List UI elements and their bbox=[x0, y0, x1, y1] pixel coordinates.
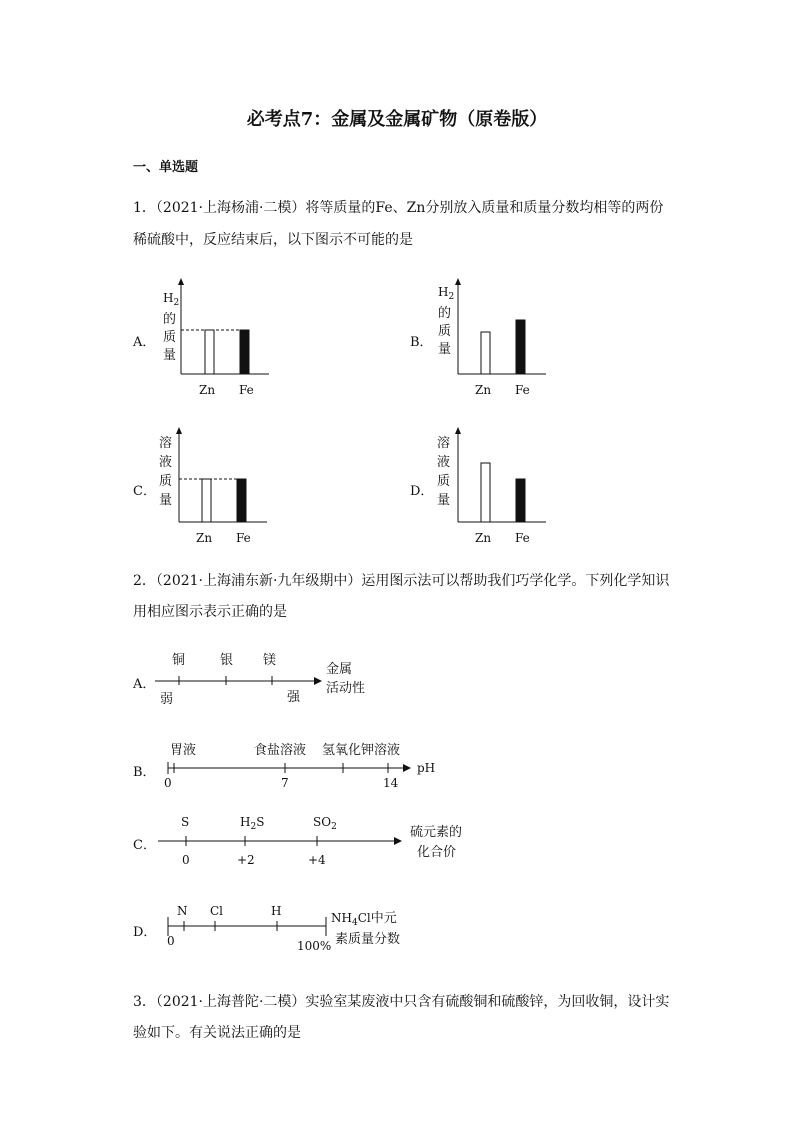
bar-label-zn: Zn bbox=[475, 531, 492, 545]
label-h: H bbox=[271, 904, 282, 918]
tick-label-100: 100% bbox=[297, 939, 332, 953]
q2-text-line2: 用相应图示表示正确的是 bbox=[133, 604, 287, 620]
q3-text-line2: 验如下。有关说法正确的是 bbox=[133, 1025, 301, 1041]
ylabel-char: 量 bbox=[438, 342, 452, 357]
axis-arrow bbox=[394, 837, 402, 845]
label-silver: 银 bbox=[220, 653, 234, 668]
bar-zn bbox=[481, 332, 490, 374]
page-title: 必考点7：金属及金属矿物（原卷版） bbox=[246, 109, 548, 130]
y-axis-arrow bbox=[455, 427, 461, 434]
q2-option-c-label: C． bbox=[133, 838, 156, 853]
label-copper: 铜 bbox=[172, 653, 186, 668]
label-koh-solution: 氢氧化钾溶液 bbox=[322, 743, 401, 758]
ylabel-char: 量 bbox=[159, 493, 173, 508]
bar-label-zn: Zn bbox=[475, 383, 492, 397]
end-label-ph: pH bbox=[417, 761, 436, 775]
axis-arrow bbox=[403, 764, 411, 772]
bar-zn bbox=[205, 330, 214, 374]
label-salt-solution: 食盐溶液 bbox=[254, 743, 307, 758]
y-axis-arrow bbox=[455, 278, 461, 285]
label-magnesium: 镁 bbox=[263, 653, 277, 668]
q1-option-c-chart bbox=[155, 427, 285, 557]
ylabel-h2: $H_2$ bbox=[163, 291, 180, 308]
bar-zn bbox=[202, 479, 211, 522]
q1-option-b-label: B． bbox=[410, 335, 433, 350]
bar-fe bbox=[516, 479, 525, 522]
q1-option-a-chart bbox=[155, 278, 285, 408]
y-axis-arrow bbox=[178, 278, 184, 285]
q2-option-d-label: D． bbox=[133, 925, 157, 940]
bar-fe bbox=[240, 330, 249, 374]
q1-option-a-label: A． bbox=[133, 335, 156, 350]
ylabel-char: 质 bbox=[438, 324, 452, 339]
label-cl: Cl bbox=[210, 904, 224, 918]
ylabel-char: 质 bbox=[159, 474, 173, 489]
q1-option-c-label: C． bbox=[133, 484, 156, 499]
tick-label: 14 bbox=[383, 776, 399, 790]
ylabel-char: 的 bbox=[163, 312, 177, 327]
label-weak: 弱 bbox=[160, 692, 174, 707]
ylabel-char: 的 bbox=[438, 306, 452, 321]
label-h2s: $H_2S$ bbox=[240, 815, 265, 832]
q1-option-b-chart bbox=[432, 278, 562, 408]
ylabel-h2: $H_2$ bbox=[438, 285, 455, 302]
q1-option-d-label: D． bbox=[410, 484, 434, 499]
bar-zn bbox=[481, 463, 490, 522]
label-so2: $SO_2$ bbox=[313, 815, 337, 832]
ylabel-char: 液 bbox=[437, 455, 451, 470]
tick-label: +4 bbox=[308, 853, 326, 867]
label-gastric-juice: 胃液 bbox=[170, 743, 197, 758]
label-s: S bbox=[181, 815, 190, 829]
q1-option-d-chart bbox=[432, 427, 562, 557]
q2-option-d-diagram bbox=[150, 898, 420, 956]
q1-text-line2: 稀硫酸中，反应结束后，以下图示不可能的是 bbox=[133, 232, 413, 248]
ylabel-char: 量 bbox=[437, 493, 451, 508]
end-label-line2: 化合价 bbox=[417, 845, 457, 860]
tick-label: 7 bbox=[281, 776, 289, 790]
bar-fe bbox=[516, 320, 525, 374]
q1-text-line1: 1．（2021·上海杨浦·二模）将等质量的Fe、Zn分别放入质量和质量分数均相等的两份 bbox=[133, 200, 664, 216]
end-label-line1: 金属 bbox=[326, 662, 353, 677]
ylabel-char: 质 bbox=[437, 474, 451, 489]
q2-option-b-label: B． bbox=[133, 765, 156, 780]
y-axis-arrow bbox=[176, 427, 182, 434]
ylabel-char: 液 bbox=[159, 455, 173, 470]
end-label-line1: $NH_4Cl$中元 bbox=[331, 911, 397, 928]
q2-option-a-diagram bbox=[150, 645, 390, 715]
end-label-line2: 素质量分数 bbox=[335, 932, 401, 947]
end-label-line2: 活动性 bbox=[326, 681, 366, 696]
section-heading: 一、单选题 bbox=[133, 160, 199, 175]
q2-option-a-label: A． bbox=[133, 677, 156, 692]
bar-label-fe: Fe bbox=[515, 383, 530, 397]
tick-label: 0 bbox=[164, 776, 172, 790]
tick-label-0: 0 bbox=[167, 934, 175, 948]
tick-label: 0 bbox=[182, 853, 190, 867]
ylabel-char: 质 bbox=[163, 330, 177, 345]
ylabel-char: 溶 bbox=[159, 436, 173, 451]
ylabel-char: 量 bbox=[163, 348, 177, 363]
q3-text-line1: 3．（2021·上海普陀·二模）实验室某废液中只含有硫酸铜和硫酸锌，为回收铜，设计实 bbox=[133, 994, 670, 1010]
tick-label: +2 bbox=[237, 853, 255, 867]
q2-option-c-diagram bbox=[150, 810, 480, 872]
bar-label-zn: Zn bbox=[199, 383, 216, 397]
q2-text-line1: 2．（2021·上海浦东新·九年级期中）运用图示法可以帮助我们巧学化学。下列化学知识 bbox=[133, 573, 670, 589]
bar-label-zn: Zn bbox=[196, 531, 213, 545]
end-label-line1: 硫元素的 bbox=[410, 825, 463, 840]
bar-fe bbox=[237, 479, 246, 522]
label-strong: 强 bbox=[287, 690, 301, 705]
ylabel-char: 溶 bbox=[437, 436, 451, 451]
bar-label-fe: Fe bbox=[515, 531, 530, 545]
label-n: N bbox=[177, 904, 188, 918]
bar-label-fe: Fe bbox=[239, 383, 254, 397]
bar-label-fe: Fe bbox=[236, 531, 251, 545]
q2-option-b-diagram bbox=[150, 738, 450, 794]
axis-arrow bbox=[314, 677, 322, 685]
